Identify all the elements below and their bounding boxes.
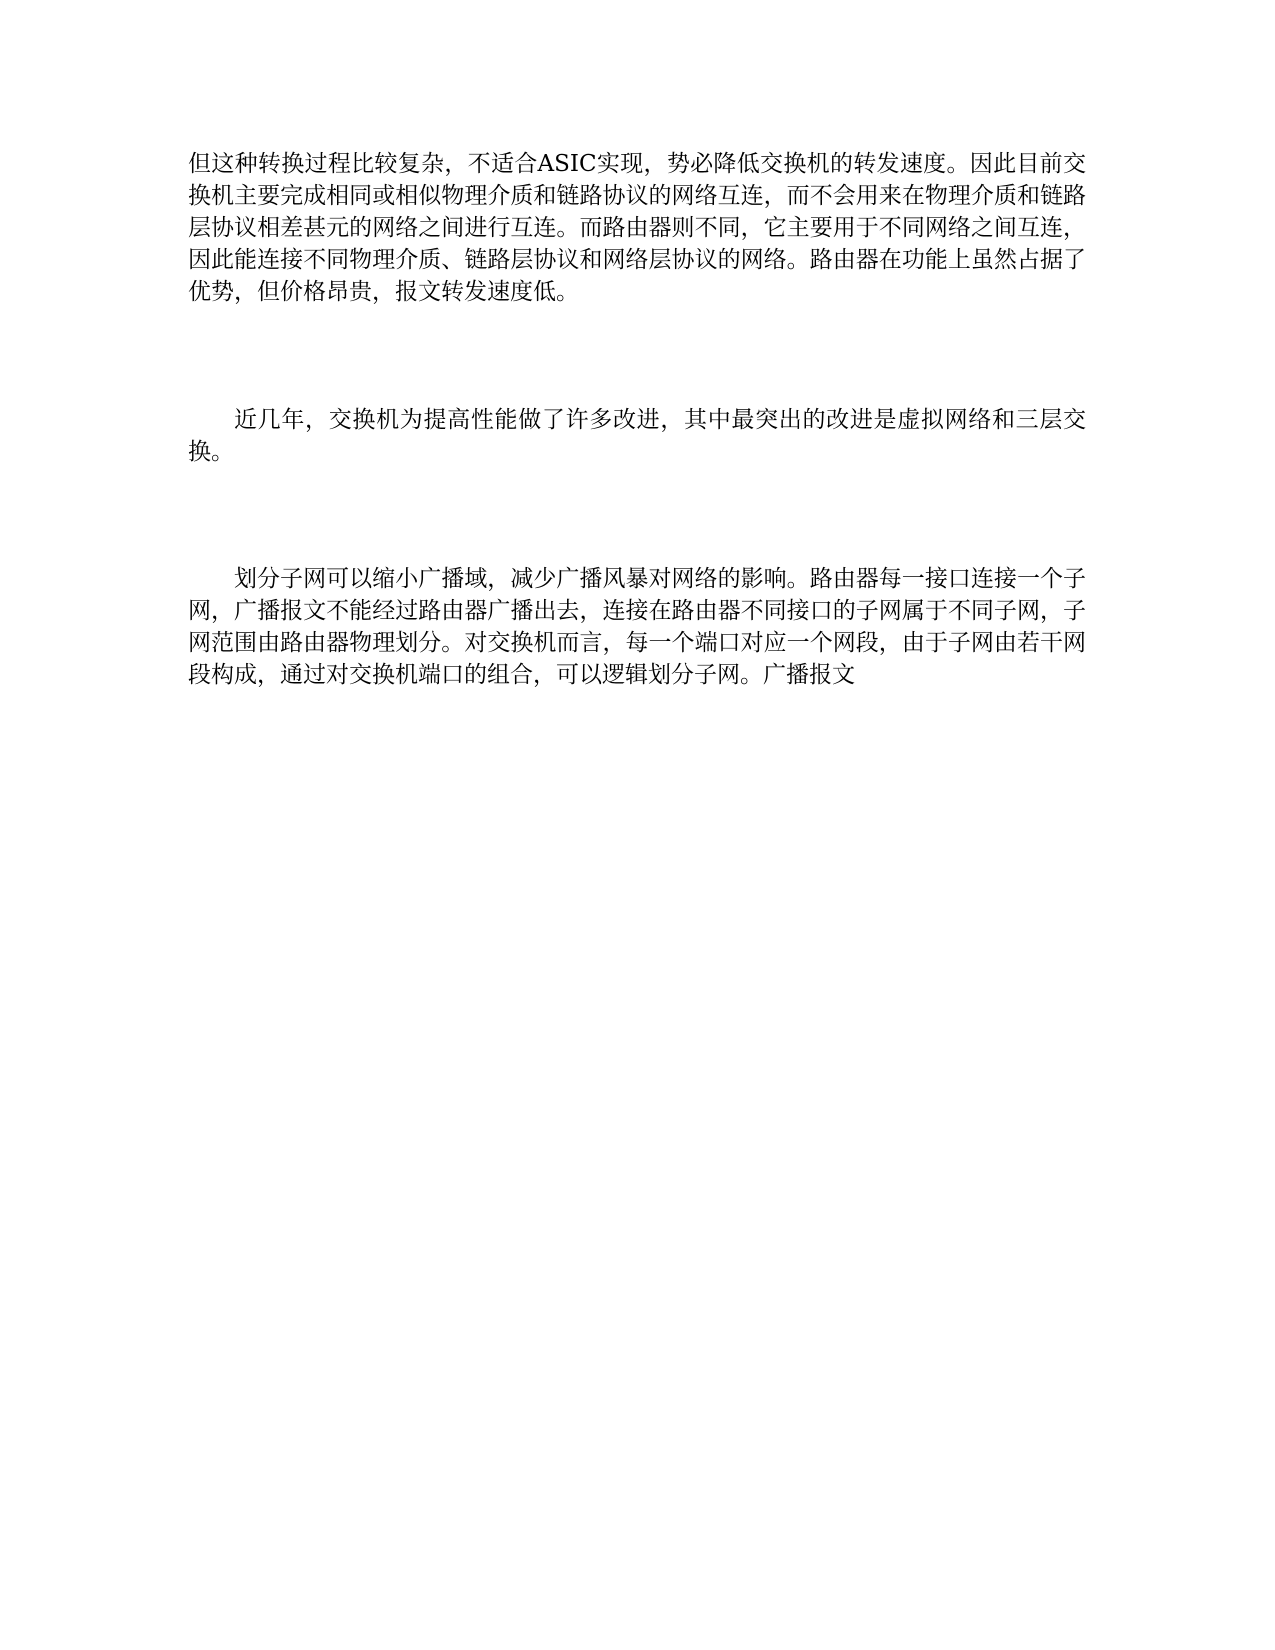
paragraph-subnet-division: 划分子网可以缩小广播域，减少广播风暴对网络的影响。路由器每一接口连接一个子网，广播报文不能经过路由器广播出去，连接在路由器不同接口的子网属于不同子网，子网范围由路由器物理划分。对交换机而言，每一个端口对应一个网段，由于子网由若干网段构成，通过对交换机端口的组合，可以逻辑划分子网。广播报文	[188, 566, 1086, 688]
paragraph-switch-router-comparison: 但这种转换过程比较复杂，不适合ASIC实现，势必降低交换机的转发速度。因此目前交换机主要完成相同或相似物理介质和链路协议的网络互连，而不会用来在物理介质和链路层协议相差甚元的网络之间进行互连。而路由器则不同，它主要用于不同网络之间互连，因此能连接不同物理介质、链路层协议和网络层协议的网络。路由器在功能上虽然占据了优势，但价格昂贵，报文转发速度低。	[188, 151, 1086, 305]
paragraph-switch-improvements: 近几年，交换机为提高性能做了许多改进，其中最突出的改进是虚拟网络和三层交换。	[188, 407, 1086, 465]
paragraph-spacer	[188, 468, 1086, 563]
paragraph-spacer	[188, 308, 1086, 404]
document-body	[188, 148, 1086, 691]
